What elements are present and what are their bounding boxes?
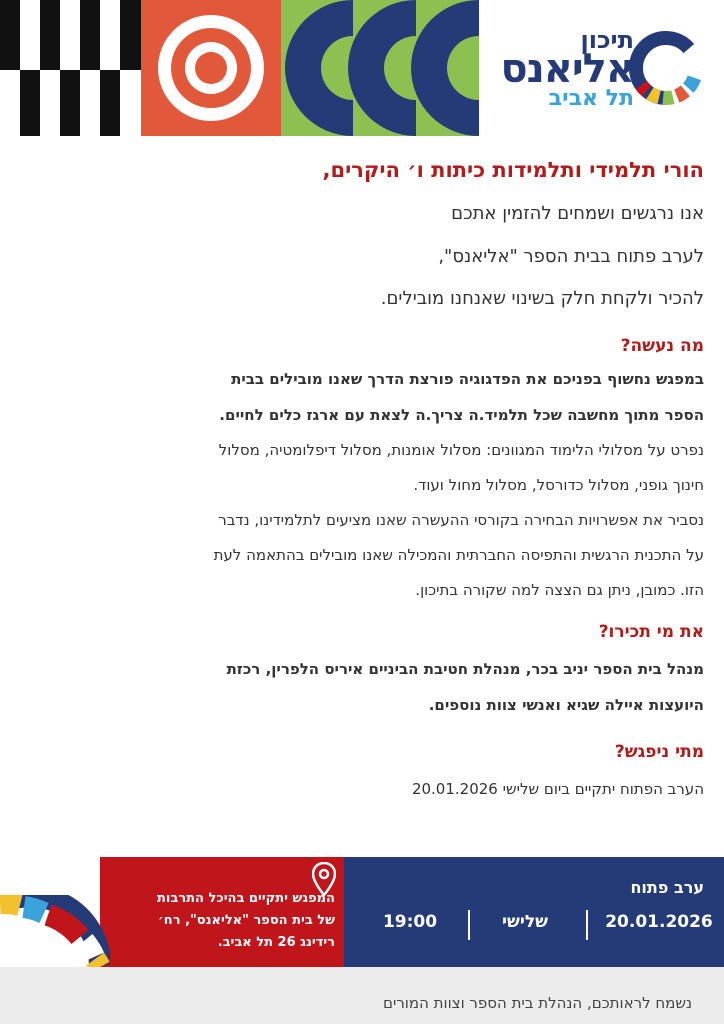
logo-line1: תיכון [580,26,634,54]
intro-line-1: אנו נרגשים ושמחים להזמין אתכם [451,203,704,224]
what-bold-2: הספר מתוך מחשבה שכל תלמיד.ה צריך.ה לצאת עם ארגז כלים לחיים. [219,406,704,424]
who-heading: את מי תכירו? [598,622,704,642]
when-body: הערב הפתוח יתקיים ביום שלישי 20.01.2026 [411,780,704,798]
divider [586,910,588,940]
who-bold-2: היועצות איילה שגיא ואנשי צוות נוספים. [428,696,704,714]
who-bold-1: מנהל בית הספר יניב בכר, מנהלת חטיבת הביניים איריס הלפרין, רכזת [226,660,704,678]
footer-text: נשמח לראותכם, הנהלת בית הספר וצוות המורים [383,994,692,1012]
what-heading: מה נעשה? [620,336,704,356]
intro-line-3: להכיר ולקחת חלק בשינוי שאנחנו מובילים. [380,288,704,309]
event-date: 20.01.2026 [605,912,713,932]
what-body-2: חינוך גופני, מסלול כדורסל, מסלול מחול ועוד. [413,476,704,494]
intro-line-2: לערב פתוח בבית הספר "אליאנס", [438,246,704,267]
checker-pattern [0,0,141,136]
what-body-3: נסביר את אפשרויות הבחירה בקורסי ההעשרה שאנו מציעים לתלמידינו, נדבר [218,511,704,529]
location-line-2: של בית הספר "אליאנס", רח׳ [158,913,335,928]
logo-line3: תל אביב [548,86,634,111]
what-bold-1: במפגש נחשוף בפניכם את הפדגוגיה פורצת הדרך שאנו מובילים בבית [231,370,704,388]
event-day: שלישי [501,912,549,932]
event-time: 19:00 [382,912,438,932]
school-logo [479,0,724,136]
target-graphic [141,0,281,136]
event-label: ערב פתוח [630,878,704,897]
divider [468,910,470,940]
decorative-ring-icon [0,895,110,967]
when-heading: מתי ניפגש? [614,742,704,762]
what-body-5: הזו. כמובן, ניתן גם הצצה למה שקורה בתיכון. [415,581,704,599]
event-location [110,888,335,954]
page-title: הורי תלמידי ותלמידות כיתות ו׳ היקרים, [322,158,704,182]
location-line-3: רידינג 26 תל אביב. [217,935,335,950]
location-line-1: המפגש יתקיים בהיכל התרבות [157,891,335,906]
what-body-1: נפרט על מסלולי הלימוד המגוונים: מסלול אומנות, מסלול דיפלומטיה, מסלול [218,441,704,459]
what-body-4: על התכנית הרגשית והתפיסה החברתית והמכילה שאנו מובילים בהתאמה לעת [213,546,704,564]
logo-line2: אליאנס [500,46,634,92]
header-banner [0,0,724,136]
logo-ring-icon [626,28,706,108]
arc-pattern [281,0,479,136]
